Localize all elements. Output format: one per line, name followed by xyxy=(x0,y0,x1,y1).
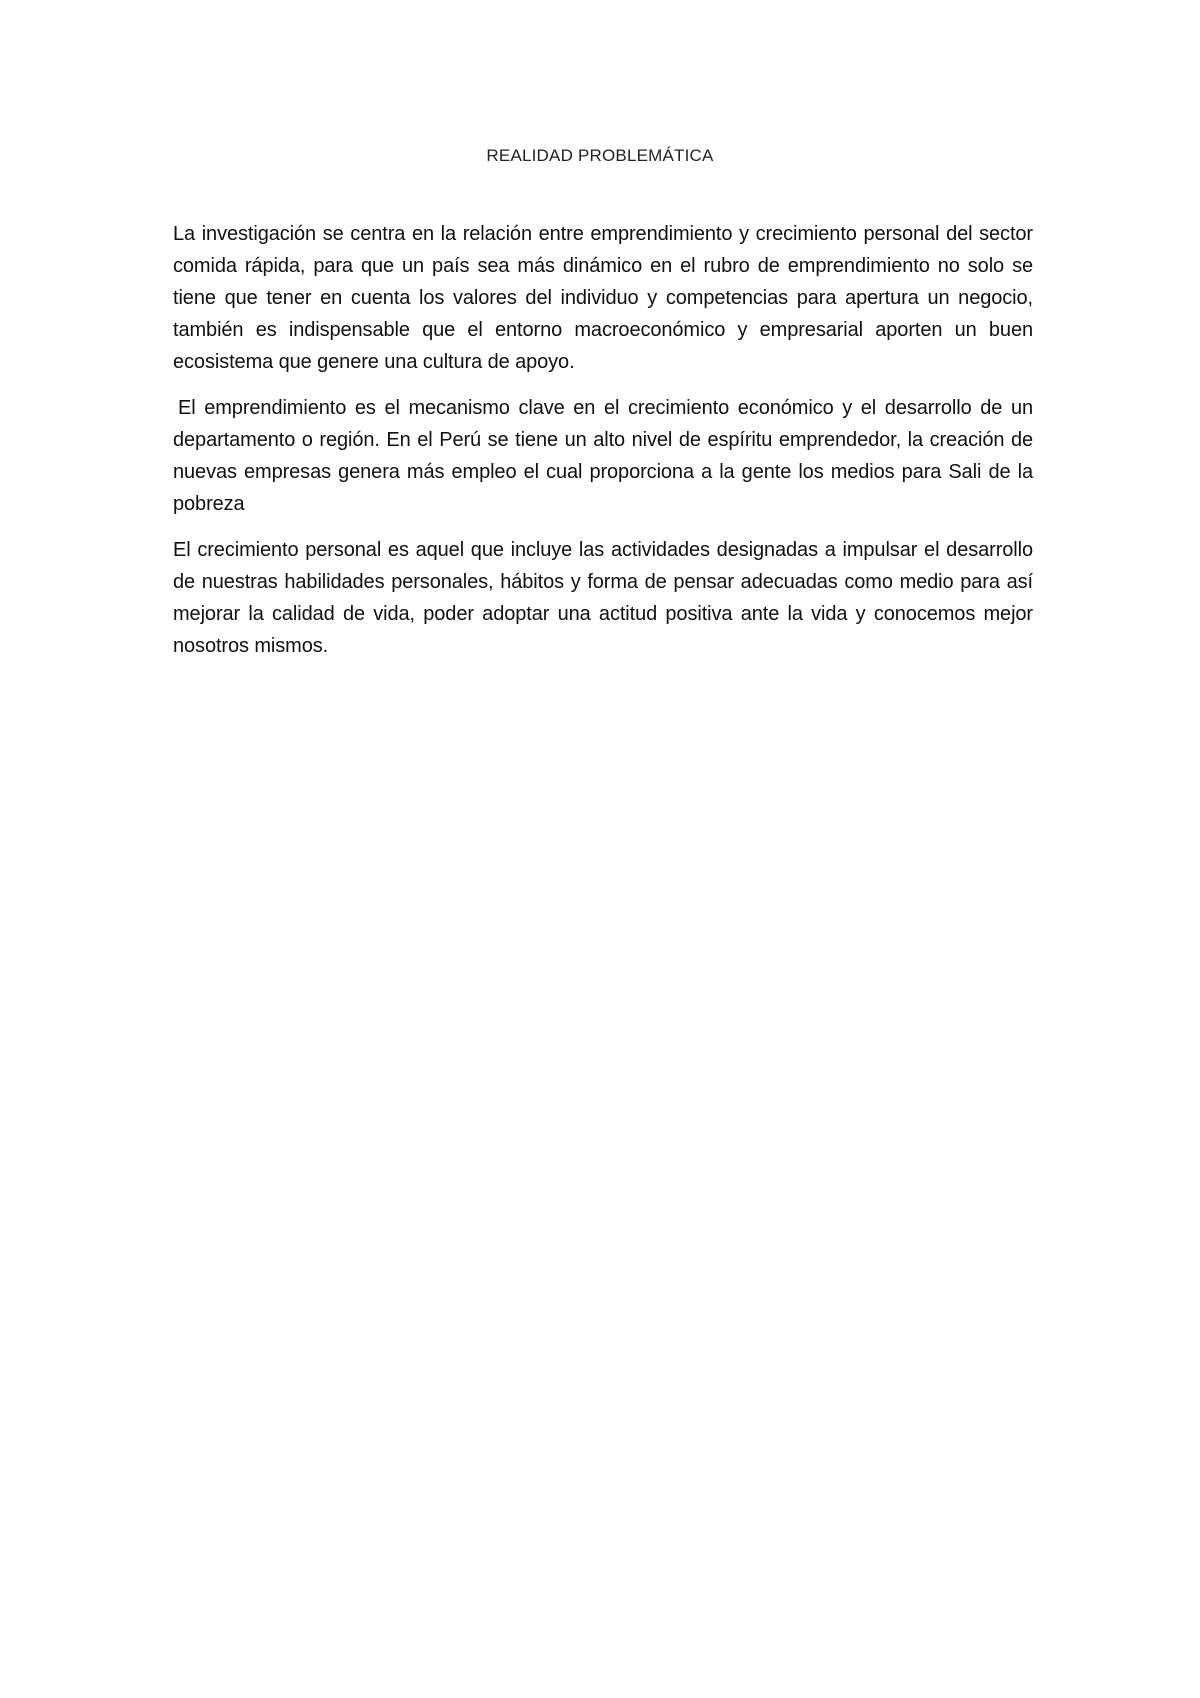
document-body xyxy=(173,218,1033,676)
paragraph-crecimiento-personal: El crecimiento personal es aquel que incluye las actividades designadas a impulsar el desarrollo de nuestras habilidades personales, hábitos y forma de pensar adecuadas como medio para así mejorar la calidad de vida, poder adoptar una actitud positiva ante la vida y conocemos mejor nosotros mismos. xyxy=(173,539,1033,657)
paragraph-emprendimiento: El emprendimiento es el mecanismo clave en el crecimiento económico y el desarrollo de un departamento o región. En el Perú se tiene un alto nivel de espíritu emprendedor, la creación de nuevas empresas genera más empleo el cual proporciona a la gente los medios para Sali de la pobreza xyxy=(173,397,1033,515)
page-title: REALIDAD PROBLEMÁTICA xyxy=(486,146,714,165)
paragraph-intro: La investigación se centra en la relación entre emprendimiento y crecimiento personal del sector comida rápida, para que un país sea más dinámico en el rubro de emprendimiento no solo se tiene que tener en cuenta los valores del individuo y competencias para apertura un negocio, también es indispensable que el entorno macroeconómico y empresarial aporten un buen ecosistema que genere una cultura de apoyo. xyxy=(173,223,1033,373)
